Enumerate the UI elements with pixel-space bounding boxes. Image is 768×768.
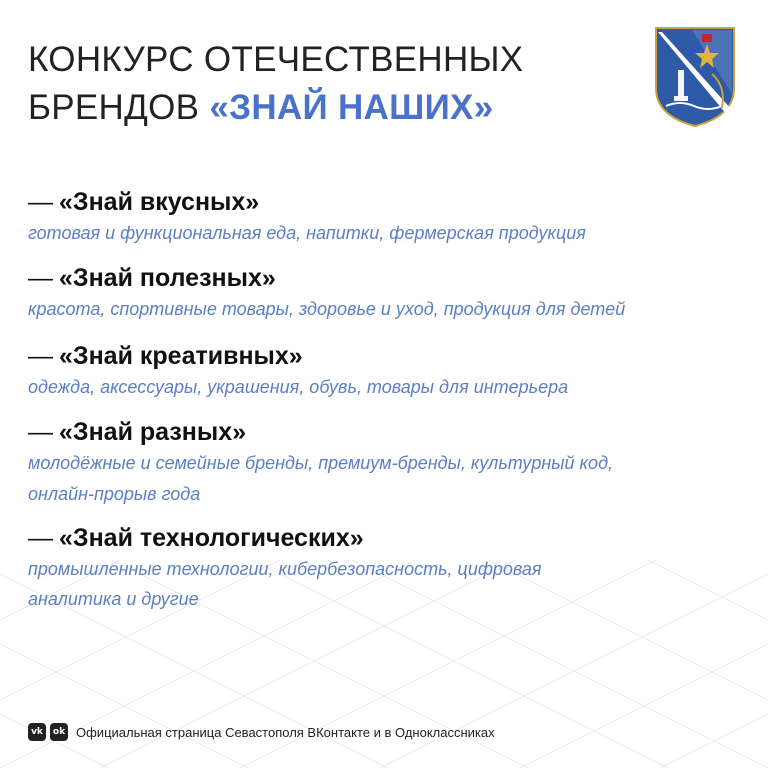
category-creative <box>28 340 748 403</box>
page-title <box>28 36 523 132</box>
title-line-1: КОНКУРС ОТЕЧЕСТВЕННЫХ <box>28 40 524 79</box>
category-description: красота, спортивные товары, здоровье и уход, продукция для детей <box>28 299 626 319</box>
footer-text: Официальная страница Севастополя ВКонтакте и в Одноклассниках <box>76 724 495 740</box>
vk-icon[interactable]: vk <box>28 723 46 741</box>
category-heading <box>28 262 748 294</box>
title-accent: «ЗНАЙ НАШИХ» <box>209 88 494 127</box>
category-description-cont: аналитика и другие <box>28 589 199 609</box>
category-description: одежда, аксессуары, украшения, обувь, товары для интерьера <box>28 377 569 397</box>
category-name: «Знай технологических» <box>59 524 364 552</box>
category-description-cont: онлайн-прорыв года <box>28 484 201 504</box>
category-name: «Знай креативных» <box>59 342 303 370</box>
category-technological <box>28 522 748 614</box>
category-description: молодёжные и семейные бренды, премиум-бренды, культурный код, <box>28 453 614 473</box>
category-dash: — <box>28 418 53 446</box>
category-name: «Знай полезных» <box>59 264 276 292</box>
sevastopol-coat-of-arms-icon <box>652 24 738 128</box>
footer <box>28 720 495 744</box>
category-description: готовая и функциональная еда, напитки, фермерская продукция <box>28 223 586 243</box>
category-tasty <box>28 186 748 249</box>
title-line-2 <box>28 84 523 132</box>
category-dash: — <box>28 524 53 552</box>
odnoklassniki-icon[interactable]: ok <box>50 723 68 741</box>
category-heading <box>28 522 748 554</box>
category-heading <box>28 340 748 372</box>
category-heading <box>28 186 748 218</box>
category-name: «Знай разных» <box>59 418 247 446</box>
category-dash: — <box>28 342 53 370</box>
title-prefix: БРЕНДОВ <box>28 88 200 127</box>
category-name: «Знай вкусных» <box>59 188 260 216</box>
category-dash: — <box>28 264 53 292</box>
category-description: промышленные технологии, кибербезопасность, цифровая <box>28 559 542 579</box>
category-dash: — <box>28 188 53 216</box>
category-various <box>28 416 748 510</box>
category-useful <box>28 262 748 325</box>
category-heading <box>28 416 748 448</box>
